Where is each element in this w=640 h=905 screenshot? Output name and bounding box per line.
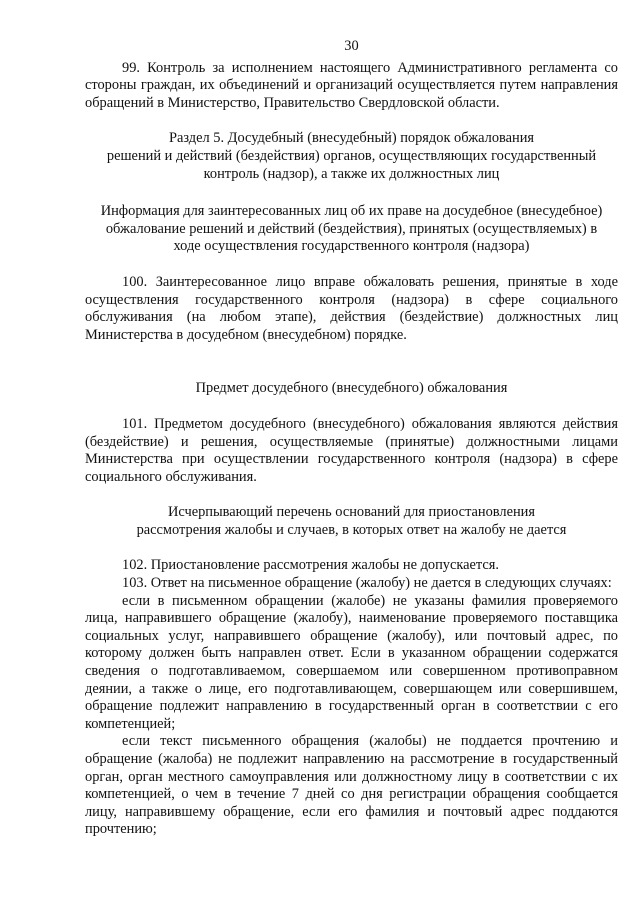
info-heading-line-2: обжалование решений и действий (бездействия), принятых (осуществляемых) в xyxy=(105,220,598,237)
paragraph-103-case-1: если в письменном обращении (жалобе) не указаны фамилия проверяемого лица, направившего обращение (жалобу), наименование проверяемого поставщика социальных услуг, направившего обращение (жалобу), или почтовый адрес, по которому должен быть направлен ответ. Если в указанном обращении содержатся сведения о подготавливаемом, совершаемом или совершенном противоправном деянии, а также о лице, его подготавливающем, совершающем или совершившем, обращение подлежит направлению в государственный орган в соответствии с его компетенцией; xyxy=(85,592,618,732)
grounds-heading-line-1: Исчерпывающий перечень оснований для приостановления xyxy=(167,504,536,521)
section-5-heading-line-3: контроль (надзор), а также их должностных лиц xyxy=(203,165,500,182)
section-5-heading-line-2: решений и действий (бездействия) органов, осуществляющих государственный xyxy=(106,147,597,164)
grounds-heading xyxy=(85,504,618,539)
paragraph-103: 103. Ответ на письменное обращение (жалобу) не дается в следующих случаях: xyxy=(122,575,612,592)
paragraph-100: 100. Заинтересованное лицо вправе обжаловать решения, принятые в ходе осуществления государственного контроля (надзора) в сфере социального обслуживания (на любом этапе), действия (бездействие) должностных лиц Министерства в досудебном (внесудебном) порядке. xyxy=(85,273,618,343)
paragraph-101: 101. Предметом досудебного (внесудебного) обжалования являются действия (бездействие) и решения, осуществляемые (принятые) должностными лицами Министерства при осуществлении государственного контроля (надзора) в сфере социального обслуживания. xyxy=(85,415,618,485)
info-heading-line-3: ходе осуществления государственного контроля (надзора) xyxy=(173,238,530,255)
info-heading xyxy=(85,203,618,256)
grounds-heading-line-2: рассмотрения жалобы и случаев, в которых ответ на жалобу не дается xyxy=(136,521,567,538)
section-5-heading xyxy=(85,130,618,183)
page-number: 30 xyxy=(344,38,359,54)
paragraph-99: 99. Контроль за исполнением настоящего Административного регламента со стороны граждан, их объединений и организаций осуществляется путем направления обращений в Министерство, Правительство Свердловской области. xyxy=(85,59,618,111)
paragraph-103-case-2: если текст письменного обращения (жалобы) не поддается прочтению и обращение (жалоба) не подлежит направлению на рассмотрение в государственный орган, орган местного самоуправления или должностному лицу в соответствии с их компетенцией, о чем в течение 7 дней со дня регистрации обращения сообщается лицу, направившему обращение, если его фамилия и почтовый адрес поддаются прочтению; xyxy=(85,733,618,838)
info-heading-line-1: Информация для заинтересованных лиц об их праве на досудебное (внесудебное) xyxy=(100,203,603,220)
section-5-heading-line-1: Раздел 5. Досудебный (внесудебный) порядок обжалования xyxy=(168,130,535,147)
subject-heading: Предмет досудебного (внесудебного) обжалования xyxy=(195,380,508,397)
document-page xyxy=(85,38,618,839)
paragraph-102: 102. Приостановление рассмотрения жалобы не допускается. xyxy=(122,557,499,574)
